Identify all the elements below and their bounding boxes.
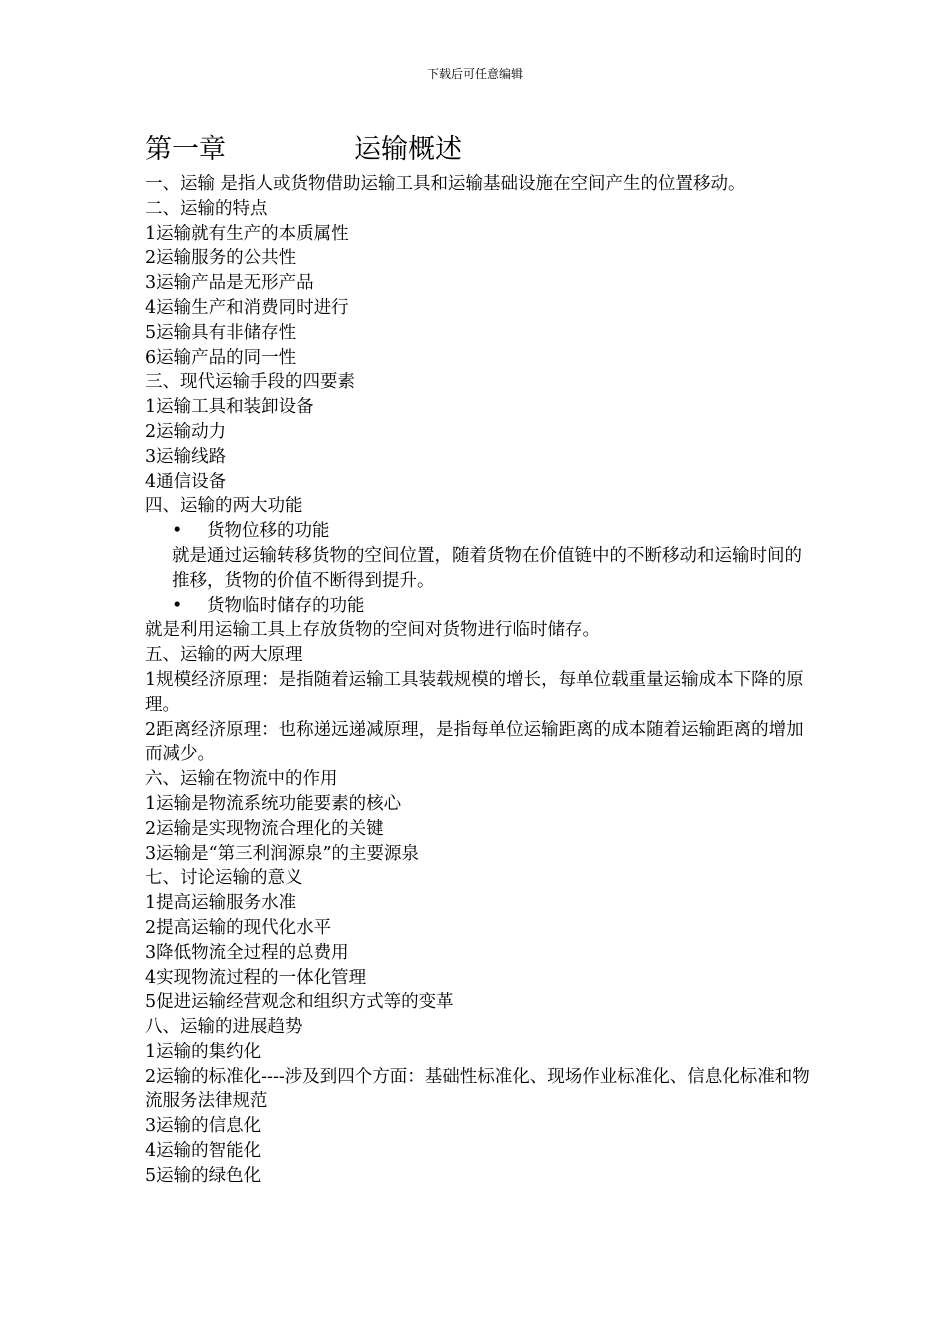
chapter-title [145, 132, 810, 172]
list-item: 4实现物流过程的一体化管理 [145, 967, 367, 988]
paragraph: 就是利用运输工具上存放货物的空间对货物进行临时储存。 [145, 620, 600, 641]
list-item: 1规模经济原理：是指随着运输工具装载规模的增长，每单位载重量运输成本下降的原理。 [145, 669, 804, 715]
list-item: 4运输的智能化 [145, 1141, 262, 1162]
list-item: 1提高运输服务水准 [145, 893, 297, 914]
page-header: 下载后可任意编辑 [426, 67, 523, 81]
list-item: 1运输是物流系统功能要素的核心 [145, 793, 402, 814]
bullet-item [145, 519, 810, 544]
section-heading: 八、运输的进展趋势 [145, 1017, 303, 1038]
document-body [145, 132, 810, 1189]
bullet-item [145, 594, 810, 619]
list-item: 1运输工具和装卸设备 [145, 397, 314, 418]
chapter-number: 第一章 [145, 134, 226, 165]
list-item: 2提高运输的现代化水平 [145, 917, 332, 938]
list-item: 2运输服务的公共性 [145, 248, 297, 269]
list-item: 2距离经济原理：也称递远递减原理，是指每单位运输距离的成本随着运输距离的增加而减少。 [145, 719, 804, 765]
section-heading: 四、运输的两大功能 [145, 496, 303, 517]
list-item: 3降低物流全过程的总费用 [145, 942, 349, 963]
list-item: 5运输具有非储存性 [145, 322, 297, 343]
list-item: 3运输的信息化 [145, 1116, 262, 1137]
list-item: 3运输是“第三利润源泉”的主要源泉 [145, 843, 420, 864]
list-item: 2运输动力 [145, 421, 227, 442]
list-item: 6运输产品的同一性 [145, 347, 297, 368]
section-heading: 七、讨论运输的意义 [145, 868, 303, 889]
list-item: 1运输就有生产的本质属性 [145, 223, 349, 244]
list-item: 2运输是实现物流合理化的关键 [145, 818, 384, 839]
bullet-text: 货物临时储存的功能 [207, 595, 365, 616]
indented-paragraph: 就是通过运输转移货物的空间位置，随着货物在价值链中的不断移动和运输时间的推移，货物的价值不断得到提升。 [172, 545, 802, 591]
definition-paragraph: 一、运输 是指人或货物借助运输工具和运输基础设施在空间产生的位置移动。 [145, 174, 746, 194]
bullet-icon: • [172, 595, 183, 616]
section-heading: 三、现代运输手段的四要素 [145, 372, 355, 393]
list-item: 4通信设备 [145, 471, 227, 492]
chapter-name: 运输概述 [354, 134, 462, 165]
section-heading: 六、运输在物流中的作用 [145, 769, 338, 790]
list-item: 4运输生产和消费同时进行 [145, 297, 349, 318]
list-item: 5运输的绿色化 [145, 1165, 262, 1186]
list-item: 5促进运输经营观念和组织方式等的变革 [145, 992, 454, 1013]
bullet-text: 货物位移的功能 [207, 521, 330, 542]
list-item: 3运输产品是无形产品 [145, 273, 314, 294]
list-item: 3运输线路 [145, 446, 227, 467]
section-heading: 五、运输的两大原理 [145, 645, 303, 666]
bullet-icon: • [172, 521, 183, 542]
list-item: 2运输的标准化----涉及到四个方面：基础性标准化、现场作业标准化、信息化标准和物流服务法律规范 [145, 1066, 810, 1112]
list-item: 1运输的集约化 [145, 1041, 262, 1062]
section-heading: 二、运输的特点 [145, 198, 268, 219]
